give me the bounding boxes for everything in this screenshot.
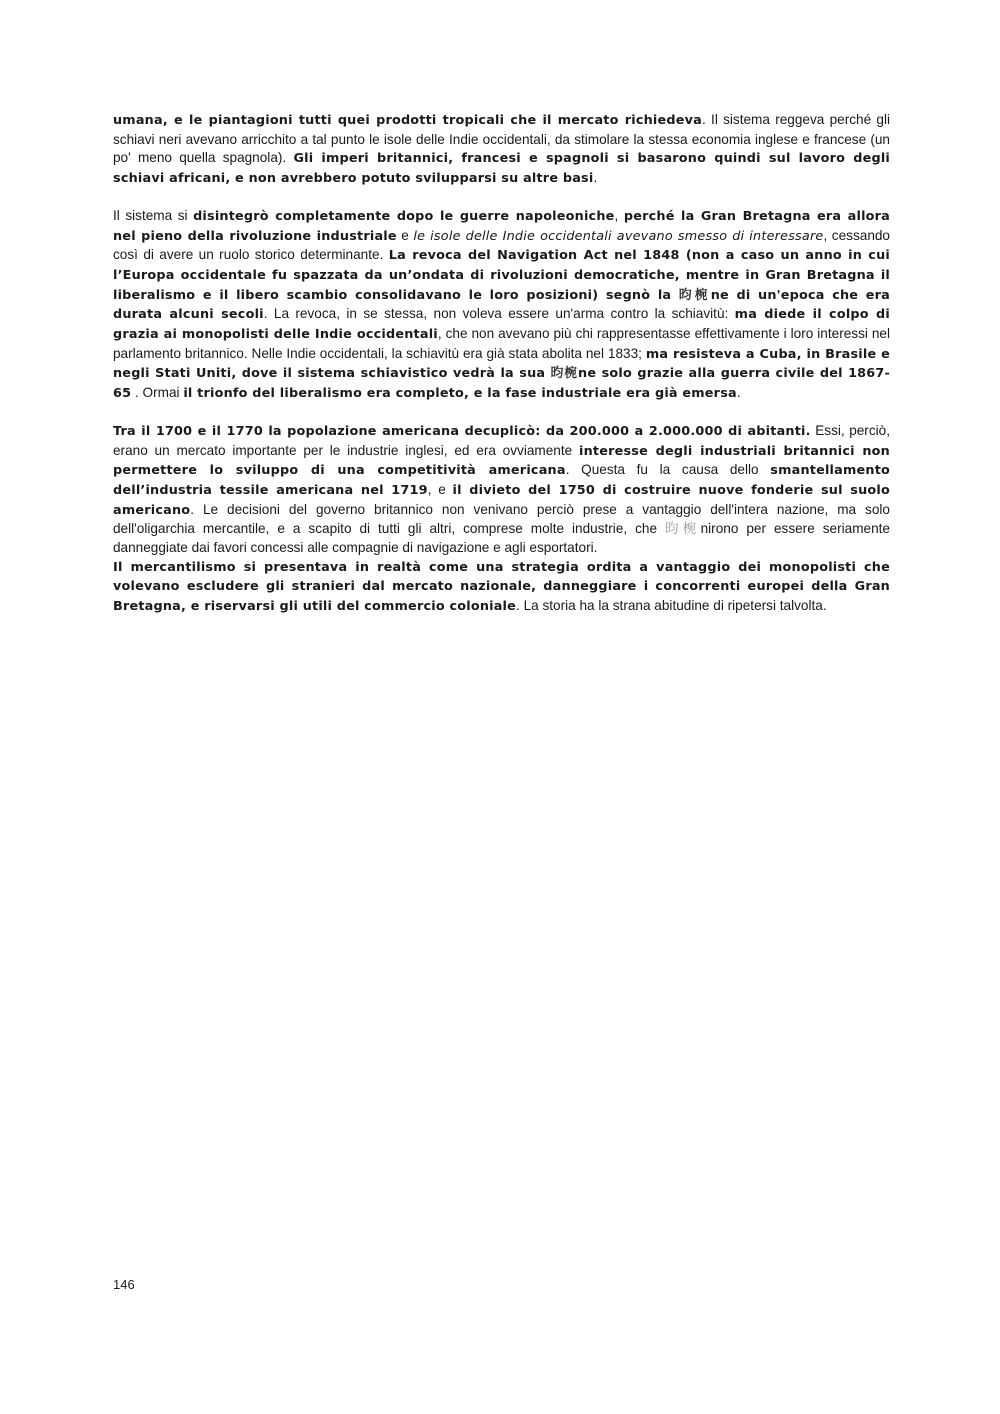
text: . Il sistema reggeva perché gli schiavi neri avevano arricchito a tal punto le isole delle Indie occidentali, da stimolare la stessa economia inglese e francese (un po' meno quella spagnola). (113, 112, 890, 166)
bold-text: il divieto del 1750 di costruire nuove fonderie sul suolo americano (113, 482, 891, 518)
paragraph-2 (113, 207, 890, 404)
text: , che non avevano più chi rappresentasse effettivamente i loro interessi nel parlamento britannico. Nelle Indie occidentali, la schiavitù era già stata abolita nel 1833; (113, 326, 890, 361)
text: . Ormai (131, 385, 184, 401)
ligature-glyph: 昀椀 (665, 521, 701, 537)
bold-text: ne solo grazie alla guerra civile del 1867-65 (113, 366, 891, 402)
text: Il sistema si (113, 207, 194, 223)
page-number: 146 (113, 1277, 135, 1292)
ligature-glyph: 昀椀 (678, 287, 711, 303)
paragraph-3 (113, 422, 890, 558)
bold-text: perché la Gran Bretagna era allora nel pieno della rivoluzione industriale (113, 208, 891, 244)
bold-text: ma resisteva a Cuba, in Brasile e negli Stati Uniti, dove il sistema schiavistico vedrà la sua (113, 346, 890, 382)
bold-text: Gli imperi britannici, francesi e spagnoli si basarono quindi sul lavoro degli schiavi africani, e non avrebbero potuto svilupparsi su altre basi (113, 151, 891, 187)
text: , (614, 207, 624, 223)
bold-text: disintegrò completamente dopo le guerre napoleoniche (193, 208, 615, 224)
text: , cessando così di avere un ruolo storico determinante. (113, 227, 890, 263)
bold-text: smantellamento dell’industria tessile americana nel 1719 (113, 463, 890, 498)
text: , e (427, 481, 453, 497)
text: e (396, 227, 414, 243)
bold-text: La revoca del Navigation Act nel 1848 (non a caso un anno in cui l’Europa occidentale fu spazzata da un’ondata di rivoluzioni democratiche, mentre in Gran Bretagna il liberalismo e il libero scambio consolidavano le loro posizioni) segnò la (113, 248, 890, 303)
text: . La revoca, in se stessa, non voleva essere un'arma contro la schiavitù: (263, 306, 735, 322)
text: nirono per essere seriamente danneggiate dai favori concessi alle compagnie di navigazione e agli esportatori. (113, 521, 890, 556)
text: . Le decisioni del governo britannico non venivano perciò prese a vantaggio dell'intera nazione, ma solo dell'oligarchia mercantile, e a scapito di tutti gli altri, comprese molte industrie, che (113, 501, 890, 537)
italic-text: le isole delle Indie occidentali avevano smesso di interessare (413, 228, 824, 244)
text: . (736, 385, 741, 401)
bold-text: ne di un'epoca che era durata alcuni secoli (113, 287, 890, 323)
paragraph-4 (113, 558, 890, 617)
bold-text: Tra il 1700 e il 1770 la popolazione americana decuplicò: da 200.000 a 2.000.000 di abitanti. (113, 423, 811, 439)
bold-text: Il mercantilismo si presentava in realtà come una strategia ordita a vantaggio dei monopolisti che volevano escludere gli stranieri dal mercato nazionale, danneggiare i concorrenti europei della Gran Bretagna, e riservarsi gli utili del commercio coloniale (113, 559, 890, 615)
text: . Questa fu la causa dello (565, 462, 771, 478)
bold-text: ma diede il colpo di grazia ai monopolisti delle Indie occidentali (113, 307, 890, 343)
bold-text: interesse degli industriali britannici non permettere lo sviluppo di una competitività americana (113, 443, 890, 479)
ligature-glyph: 昀椀 (550, 366, 579, 382)
bold-text: il trionfo del liberalismo era completo, e la fase industriale era già emersa (183, 386, 737, 402)
text: Essi, perciò, erano un mercato importante per le industrie inglesi, ed era ovviamente (113, 422, 890, 458)
text: . (593, 170, 598, 186)
bold-text: umana, e le piantagioni tutti quei prodotti tropicali che il mercato richiedeva (113, 113, 703, 128)
text: . La storia ha la strana abitudine di ripetersi talvolta. (516, 598, 827, 614)
page-body (113, 111, 890, 635)
paragraph-1 (113, 111, 890, 189)
